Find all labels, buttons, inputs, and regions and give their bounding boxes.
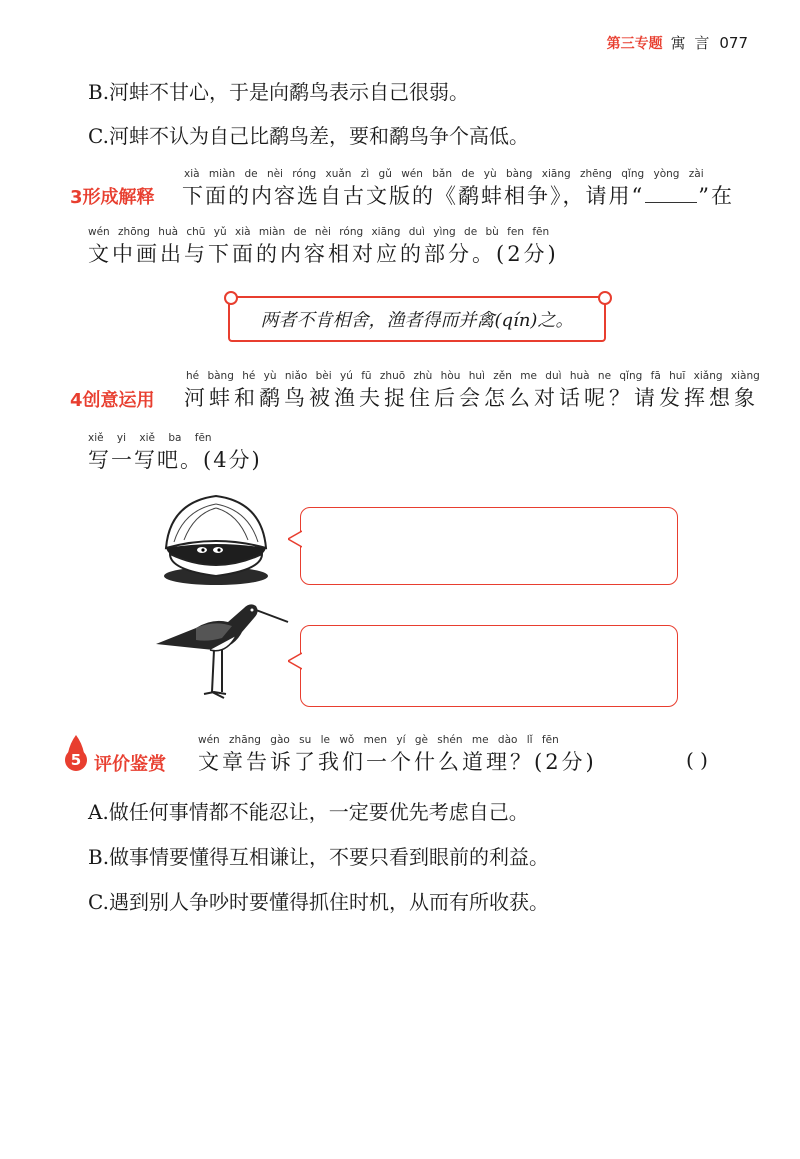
clam-speech-bubble[interactable] xyxy=(300,507,678,585)
q5-question: 文章告诉了我们一个什么道理？(2分) xyxy=(198,750,597,774)
speech-bubble-tail xyxy=(288,652,302,670)
q4-question-line1: 河蚌和鹬鸟被渔夫捉住后会怎么对话呢？请发挥想象 xyxy=(184,386,759,410)
q3-pinyin-line2: wén zhōng huà chū yǔ xià miàn de nèi róng xiāng duì yìng de bù fen fēn xyxy=(88,226,550,238)
q3-text-part-a: 下面的内容选自古文版的《鹬蚌相争》，请用“ xyxy=(182,184,645,208)
clam-illustration xyxy=(150,488,280,588)
bird-speech-bubble[interactable] xyxy=(300,625,678,707)
q5-number-badge: 5 xyxy=(65,749,87,771)
sandpiper-bird-illustration xyxy=(152,592,292,702)
q4-question-line2: 写一写吧。(4分) xyxy=(88,448,262,472)
q3-pinyin-line1: xià miàn de nèi róng xuǎn zì gǔ wén bǎn de yù bàng xiāng zhēng qǐng yòng zài xyxy=(184,168,704,180)
header-chapter: 寓 言 xyxy=(670,34,712,52)
q3-question-line2: 文中画出与下面的内容相对应的部分。(2分) xyxy=(88,242,559,266)
scroll-curl-decoration xyxy=(598,291,612,305)
speech-bubble-tail xyxy=(288,530,302,548)
q5-pinyin: wén zhāng gào su le wǒ men yí gè shén me dào lǐ fēn xyxy=(198,734,559,746)
q5-option-b: B.做事情要懂得互相谦让，不要只看到眼前的利益。 xyxy=(88,845,550,869)
q3-text-part-b: ”在 xyxy=(698,184,734,208)
q4-pinyin-line2: xiě yi xiě ba fēn xyxy=(88,432,212,444)
header-topic: 第三专题 xyxy=(606,36,663,52)
page-header xyxy=(607,32,748,53)
q4-pinyin-line1: hé bàng hé yù niǎo bèi yú fū zhuō zhù hòu huì zěn me duì huà ne qǐng fā huī xiǎng xiàng xyxy=(186,370,760,382)
classical-quote-box xyxy=(228,296,606,342)
q2-option-b: B.河蚌不甘心，于是向鹬鸟表示自己很弱。 xyxy=(88,80,470,104)
q5-option-c: C.遇到别人争吵时要懂得抓住时机，从而有所收获。 xyxy=(88,890,549,914)
q4-number-label: 4创意运用 xyxy=(70,390,155,411)
q5-label: 评价鉴赏 xyxy=(94,754,166,775)
classical-quote-text: 两者不肯相舍，渔者得而并禽(qín)之。 xyxy=(260,310,574,331)
q2-option-c: C.河蚌不认为自己比鹬鸟差，要和鹬鸟争个高低。 xyxy=(88,124,529,148)
answer-blank-line xyxy=(645,202,697,203)
q3-question-line1 xyxy=(182,180,734,210)
page-number: 077 xyxy=(719,34,748,52)
scroll-curl-decoration xyxy=(224,291,238,305)
q3-number-label: 3形成解释 xyxy=(70,187,155,208)
q5-answer-paren[interactable]: ( ) xyxy=(686,748,708,772)
q5-option-a: A.做任何事情都不能忍让，一定要优先考虑自己。 xyxy=(88,800,529,824)
